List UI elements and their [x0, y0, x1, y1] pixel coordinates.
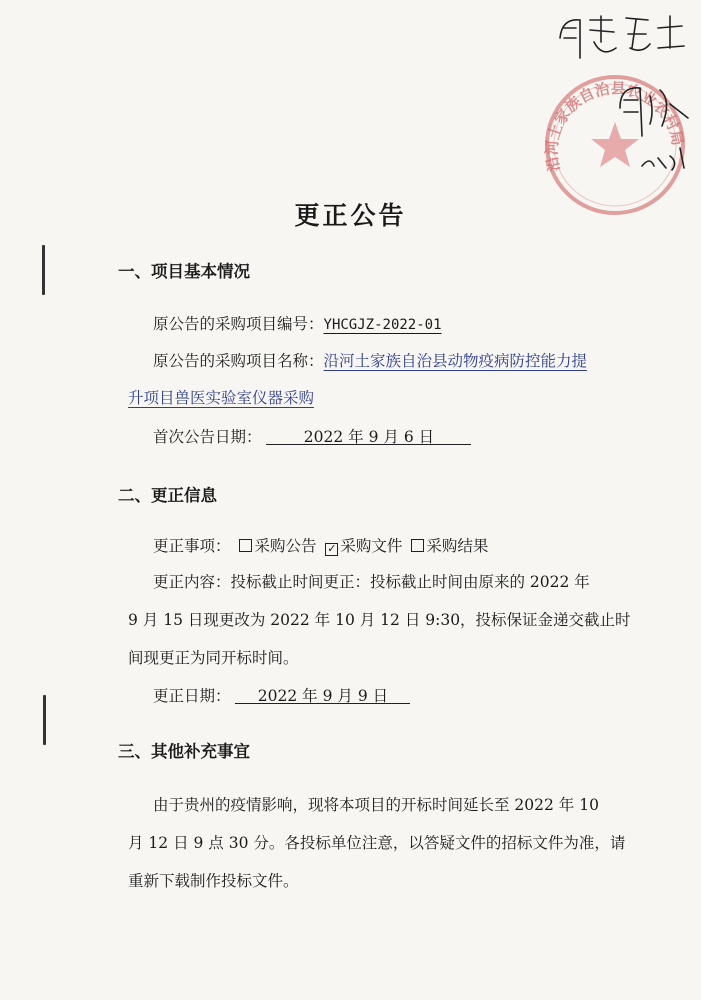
project-number-value: YHCGJZ-2022-01 — [323, 317, 442, 333]
correction-content-line-2: 9 月 15 日现更改为 2022 年 10 月 12 日 9:30，投标保证金递交截止时 — [128, 611, 631, 629]
first-notice-date-value: 2022 年 9 月 6 日 — [266, 426, 471, 445]
option-documents-label: 采购文件 — [340, 537, 403, 555]
first-notice-date-line — [153, 426, 663, 448]
project-number-label: 原公告的采购项目编号： — [153, 315, 324, 333]
option-notice-label: 采购公告 — [254, 537, 317, 555]
correction-date-line — [153, 685, 663, 707]
correction-content-line-1: 更正内容：投标截止时间更正：投标截止时间由原来的 2022 年 — [153, 573, 590, 591]
section-3-heading: 三、其他补充事宜 — [118, 742, 250, 761]
option-notice-checkbox — [239, 539, 252, 552]
correction-date-label: 更正日期： — [153, 687, 231, 705]
supplement-line-3: 重新下载制作投标文件。 — [128, 872, 299, 890]
binding-mark-top — [42, 245, 45, 295]
stamp-text: 沿河土家族自治县农业农村局 — [542, 79, 687, 173]
project-name-line — [153, 350, 663, 372]
project-name-value-1: 沿河土家族自治县动物疫病防控能力提 — [323, 352, 588, 370]
correction-content-line-3: 间现更正为同开标时间。 — [128, 649, 299, 667]
supplement-line-2: 月 12 日 9 点 30 分。各投标单位注意，以答疑文件的招标文件为准，请 — [128, 834, 626, 852]
supplement-line-1: 由于贵州的疫情影响，现将本项目的开标时间延长至 2022 年 10 — [153, 796, 599, 814]
correction-items-label: 更正事项： — [153, 537, 231, 555]
correction-items-line — [153, 535, 663, 557]
first-notice-date-label: 首次公告日期： — [153, 428, 262, 446]
binding-mark-bottom — [43, 695, 46, 745]
option-result-label: 采购结果 — [426, 537, 489, 555]
option-documents-checkbox: ✓ — [327, 542, 337, 555]
document-title: 更正公告 — [294, 201, 407, 230]
section-2-heading: 二、更正信息 — [118, 486, 217, 505]
project-number-line — [153, 313, 663, 336]
option-result-checkbox — [411, 539, 424, 552]
project-name-line-2 — [128, 387, 638, 409]
section-1-heading: 一、项目基本情况 — [118, 262, 250, 281]
correction-date-value: 2022 年 9 月 9 日 — [235, 685, 410, 704]
project-name-label: 原公告的采购项目名称： — [153, 352, 324, 370]
handwritten-signature — [550, 8, 700, 183]
project-name-value-2: 升项目兽医实验室仪器采购 — [128, 389, 315, 407]
